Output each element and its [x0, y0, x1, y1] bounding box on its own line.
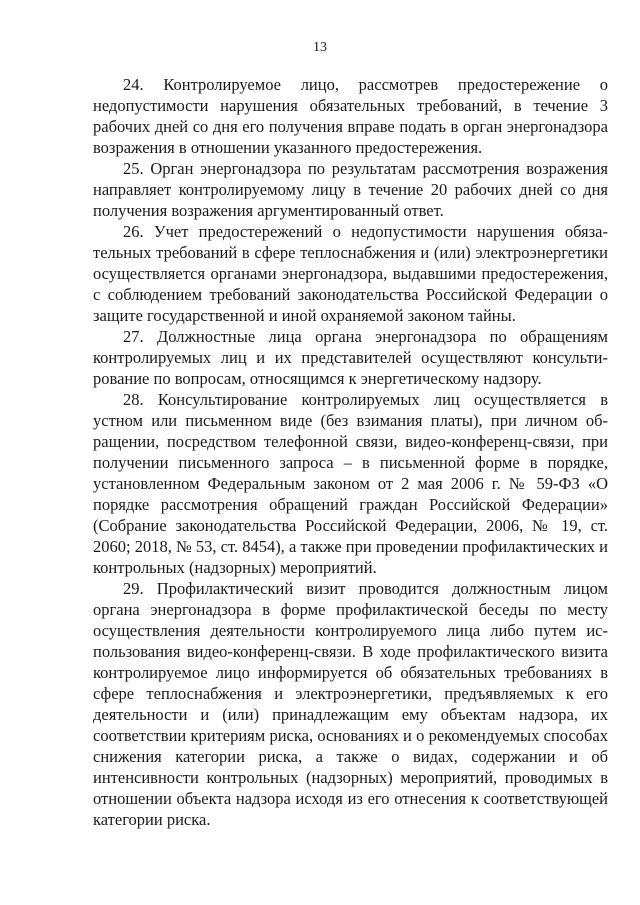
document-body	[93, 74, 608, 830]
page-number: 13	[313, 40, 327, 55]
paragraph-25: 25. Орган энергонадзора по результатам рассмотрения возражения направляет контролируемому лицу в течение 20 рабочих дней со дня получения возражения аргументированный ответ.	[93, 159, 608, 220]
paragraph-27: 27. Должностные лица органа энергонадзора по обращениям контролируемых лиц и их представителей осуществляют консультирование по вопросам, относящимся к энергетическому надзору.	[93, 327, 608, 388]
paragraph-28: 28. Консультирование контролируемых лиц осуществляется в устном или письменном виде (без взимания платы), при личном обращении, посредством телефонной связи, видео-конференц-связи, при получении письменного запроса – в письменной форме в порядке, установленном Федеральным законом от 2 мая 2006 г. № 59-ФЗ «О порядке рассмотрения обращений граждан Российской Федерации» (Собрание законодательства Российской Федерации, 2006, № 19, ст. 2060; 2018, № 53, ст. 8454), а также при проведении профилактических и контрольных (надзорных) мероприятий.	[93, 390, 608, 577]
paragraph-24: 24. Контролируемое лицо, рассмотрев предостережение о недопустимости нарушения обязательных требований, в течение 3 рабочих дней со дня его получения вправе подать в орган энергонадзора возражения в отношении указанного предостережения.	[93, 75, 608, 157]
paragraph-26: 26. Учет предостережений о недопустимости нарушения обязательных требований в сфере теплоснабжения и (или) электроэнергетики осуществляется органами энергонадзора, выдавшими предостережения, с соблюдением требований законодательства Российской Федерации о защите государственной и иной охраняемой законом тайны.	[93, 222, 608, 325]
paragraph-29: 29. Профилактический визит проводится должностным лицом органа энергонадзора в форме профилактической беседы по месту осуществления деятельности контролируемого лица либо путем использования видео-конференц-связи. В ходе профилактического визита контролируемое лицо информируется об обязательных требованиях в сфере теплоснабжения и электроэнергетики, предъявляемых к его деятельности и (или) принадлежащим ему объектам надзора, их соответствии критериям риска, основаниях и о рекомендуемых способах снижения категории риска, а также о видах, содержании и об интенсивности контрольных (надзорных) мероприятий, проводимых в отношении объекта надзора исходя из его отнесения к соответствующей категории риска.	[93, 579, 608, 829]
